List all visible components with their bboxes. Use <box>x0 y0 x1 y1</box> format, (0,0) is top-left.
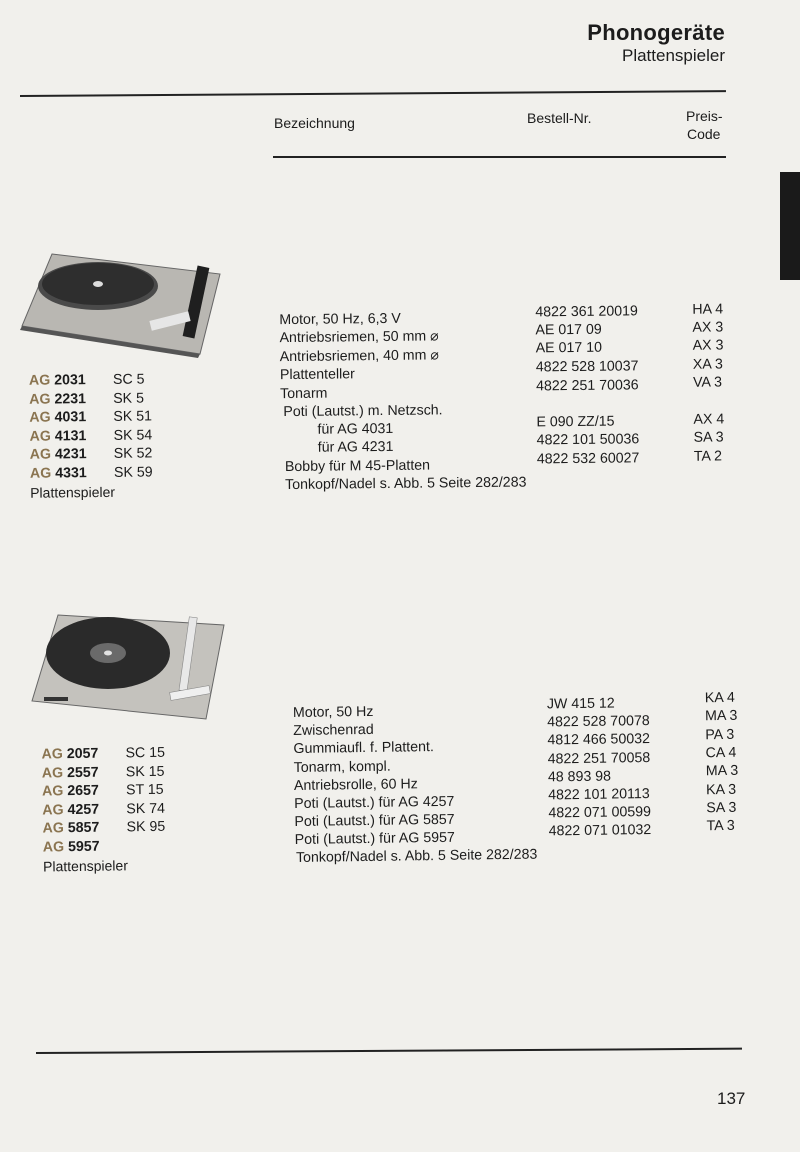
price-code: KA 3 <box>705 781 737 799</box>
part-name: Poti (Lautst.) für AG 5957 <box>294 829 455 848</box>
part-name: Antriebsriemen, 40 mm ⌀ <box>279 347 439 366</box>
part-name: Antriebsriemen, 50 mm ⌀ <box>279 328 439 347</box>
page-subtitle: Plattenspieler <box>621 46 725 65</box>
model-row: AG 4257 <box>42 801 100 819</box>
part-name: Zwischenrad <box>293 721 374 739</box>
part-name: Bobby für M 45-Platten <box>284 457 431 476</box>
part-name: Tonarm <box>280 385 328 403</box>
price-code: SA 3 <box>706 799 737 817</box>
model-row: AG 2557 <box>41 764 99 782</box>
part-name: Gummiaufl. f. Plattent. <box>293 739 434 757</box>
part-name: für AG 4031 <box>317 420 394 438</box>
part-name: für AG 4231 <box>317 438 394 456</box>
part-number: 4822 101 20113 <box>548 786 650 804</box>
part-number: AE 017 10 <box>535 339 603 357</box>
part-number: AE 017 09 <box>535 321 602 339</box>
price-code: AX 4 <box>693 411 725 428</box>
column-header-preis: Preis- <box>686 108 723 124</box>
top-divider <box>20 90 726 97</box>
part-name: Motor, 50 Hz, 6,3 V <box>279 310 401 329</box>
column-header-bestell-nr: Bestell-Nr. <box>527 110 592 126</box>
part-number: 4822 251 70036 <box>535 377 639 395</box>
model-type: SK 51 <box>113 408 153 425</box>
price-code: SA 3 <box>693 429 724 446</box>
part-number: E 090 ZZ/15 <box>536 413 615 431</box>
part-name: Poti (Lautst.) für AG 4257 <box>294 793 455 812</box>
model-row: AG 5857 <box>42 819 100 837</box>
model-type: SK 74 <box>126 800 166 818</box>
part-name: Plattenteller <box>279 366 355 384</box>
model-type: SK 5 <box>113 390 145 407</box>
price-code: MA 3 <box>705 762 739 780</box>
part-number: 4822 528 10037 <box>535 358 639 376</box>
header-divider <box>273 156 726 158</box>
model-type: SK 54 <box>113 427 153 444</box>
part-number: JW 415 12 <box>546 695 615 713</box>
turntable-photo-1 <box>20 246 222 363</box>
price-code: CA 4 <box>705 744 737 762</box>
part-number: 4822 251 70058 <box>547 749 651 768</box>
part-number: 4812 466 50032 <box>547 730 651 749</box>
part-name: Antriebsrolle, 60 Hz <box>293 776 418 794</box>
price-code: XA 3 <box>692 356 723 373</box>
model-row: AG 2057 <box>41 745 99 763</box>
model-row: AG 4231 <box>29 446 87 463</box>
part-number: 4822 532 60027 <box>536 450 640 468</box>
model-row: AG 5957 <box>42 838 100 856</box>
model-type: SK 15 <box>125 763 165 781</box>
turntable-photo-2 <box>30 605 226 728</box>
part-name: Motor, 50 Hz <box>292 703 374 721</box>
page-title: Phonogeräte <box>587 20 725 45</box>
page-number: 137 <box>717 1089 746 1108</box>
model-type: SK 59 <box>113 464 153 481</box>
part-number: 4822 071 01032 <box>548 821 652 840</box>
model-type: ST 15 <box>125 781 164 799</box>
model-caption: Plattenspieler <box>30 483 116 501</box>
price-code: AX 3 <box>692 337 724 354</box>
price-code: TA 2 <box>693 448 723 465</box>
model-row: AG 4131 <box>29 428 87 445</box>
part-number: 4822 528 70078 <box>547 712 650 731</box>
reference-note: Tonkopf/Nadel s. Abb. 5 Seite 282/283 <box>285 474 527 494</box>
model-type: SK 52 <box>113 445 153 462</box>
model-caption: Plattenspieler <box>42 857 129 875</box>
model-type: SK 95 <box>126 818 166 836</box>
model-row: AG 2031 <box>28 372 86 389</box>
price-code: PA 3 <box>705 726 735 744</box>
part-number: 4822 071 00599 <box>548 803 652 822</box>
model-row: AG 4331 <box>29 465 87 482</box>
model-row: AG 4031 <box>29 409 87 426</box>
model-row: AG 2231 <box>29 391 87 408</box>
column-header-bezeichnung: Bezeichnung <box>274 115 355 131</box>
price-code: HA 4 <box>692 301 724 318</box>
part-name: Poti (Lautst.) m. Netzsch. <box>283 402 443 421</box>
price-code: VA 3 <box>692 374 723 391</box>
price-code: TA 3 <box>706 817 735 835</box>
part-name: Poti (Lautst.) für AG 5857 <box>294 811 455 830</box>
model-type: SC 15 <box>125 744 166 762</box>
reference-note: Tonkopf/Nadel s. Abb. 5 Seite 282/283 <box>295 846 538 866</box>
section-tab-marker <box>780 172 800 280</box>
part-number: 4822 101 50036 <box>536 431 640 449</box>
price-code: KA 4 <box>704 689 735 707</box>
bottom-divider <box>36 1048 742 1054</box>
model-row: AG 2657 <box>41 782 99 800</box>
column-header-code: Code <box>687 126 721 142</box>
price-code: AX 3 <box>692 319 724 336</box>
part-number: 48 893 98 <box>547 768 612 786</box>
part-number: 4822 361 20019 <box>535 303 638 321</box>
price-code: MA 3 <box>704 707 738 725</box>
part-name: Tonarm, kompl. <box>293 758 391 776</box>
model-type: SC 5 <box>112 371 145 388</box>
